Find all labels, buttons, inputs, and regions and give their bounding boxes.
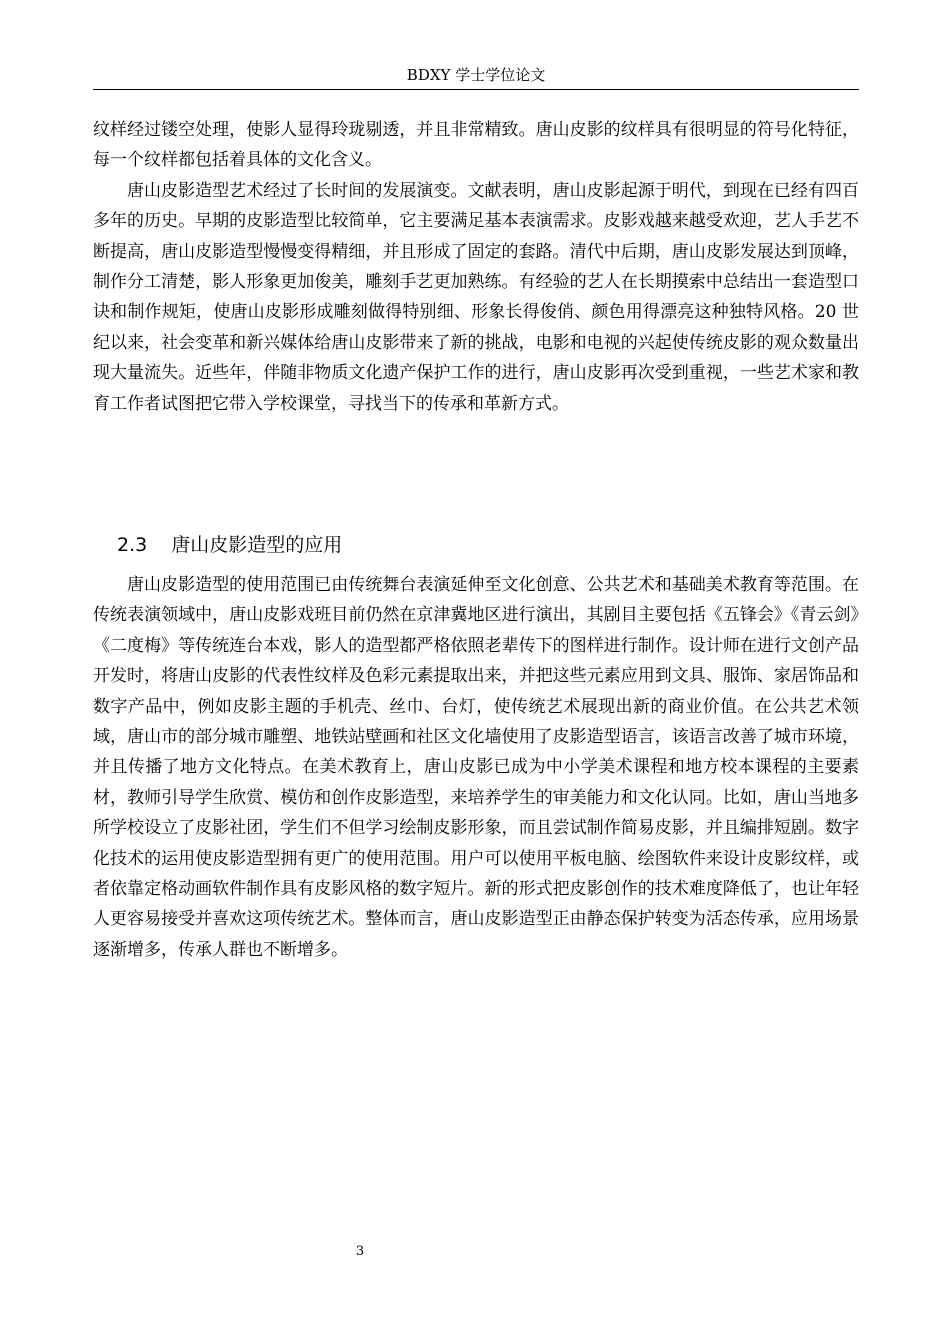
- page-number: 3: [355, 1244, 365, 1259]
- paragraph: 唐山皮影造型艺术经过了长时间的发展演变。文献表明，唐山皮影起源于明代，到现在已经有四百多年的历史。早期的皮影造型比较简单，它主要满足基本表演需求。皮影戏越来越受欢迎，艺人手艺不断提高，唐山皮影造型慢慢变得精细，并且形成了固定的套路。清代中后期，唐山皮影发展达到顶峰，制作分工清楚，影人形象更加俊美，雕刻手艺更加熟练。有经验的艺人在长期摸索中总结出一套造型口诀和制作规矩，使唐山皮影形成雕刻做得特别细、形象长得俊俏、颜色用得漂亮这种独特风格。20 世纪以来，社会变革和新兴媒体给唐山皮影带来了新的挑战，电影和电视的兴起使传统皮影的观众数量出现大量流失。近些年，伴随非物质文化遗产保护工作的进行，唐山皮影再次受到重视，一些艺术家和教育工作者试图把它带入学校课堂，寻找当下的传承和革新方式。: [93, 180, 859, 414]
- header-divider: [93, 89, 859, 90]
- running-header: BDXY 学士学位论文: [406, 66, 546, 84]
- paragraph-continued: 纹样经过镂空处理，使影人显得玲珑剔透，并且非常精致。唐山皮影的纹样具有很明显的符号化特征，每一个纹样都包括着具体的文化含义。: [93, 120, 859, 171]
- section-number: 2.3: [117, 534, 148, 556]
- section-title: 唐山皮影造型的应用: [171, 534, 343, 556]
- section-heading: [117, 530, 342, 560]
- section-body: [93, 570, 859, 965]
- body-text-block: [93, 115, 859, 419]
- paragraph: 唐山皮影造型的使用范围已由传统舞台表演延伸至文化创意、公共艺术和基础美术教育等范围。在传统表演领域中，唐山皮影戏班目前仍然在京津冀地区进行演出，其剧目主要包括《五锋会》《青云剑》《二度梅》等传统连台本戏，影人的造型都严格依照老辈传下的图样进行制作。设计师在进行文创产品开发时，将唐山皮影的代表性纹样及色彩元素提取出来，并把这些元素应用到文具、服饰、家居饰品和数字产品中，例如皮影主题的手机壳、丝巾、台灯，使传统艺术展现出新的商业价值。在公共艺术领域，唐山市的部分城市雕塑、地铁站壁画和社区文化墙使用了皮影造型语言，该语言改善了城市环境，并且传播了地方文化特点。在美术教育上，唐山皮影已成为中小学美术课程和地方校本课程的主要素材，教师引导学生欣赏、模仿和创作皮影造型，来培养学生的审美能力和文化认同。比如，唐山当地多所学校设立了皮影社团，学生们不但学习绘制皮影形象，而且尝试制作简易皮影，并且编排短剧。数字化技术的运用使皮影造型拥有更广的使用范围。用户可以使用平板电脑、绘图软件来设计皮影纹样，或者依靠定格动画软件制作具有皮影风格的数字短片。新的形式把皮影创作的技术难度降低了，也让年轻人更容易接受并喜欢这项传统艺术。整体而言，唐山皮影造型正由静态保护转变为活态传承，应用场景逐渐增多，传承人群也不断增多。: [93, 575, 859, 960]
